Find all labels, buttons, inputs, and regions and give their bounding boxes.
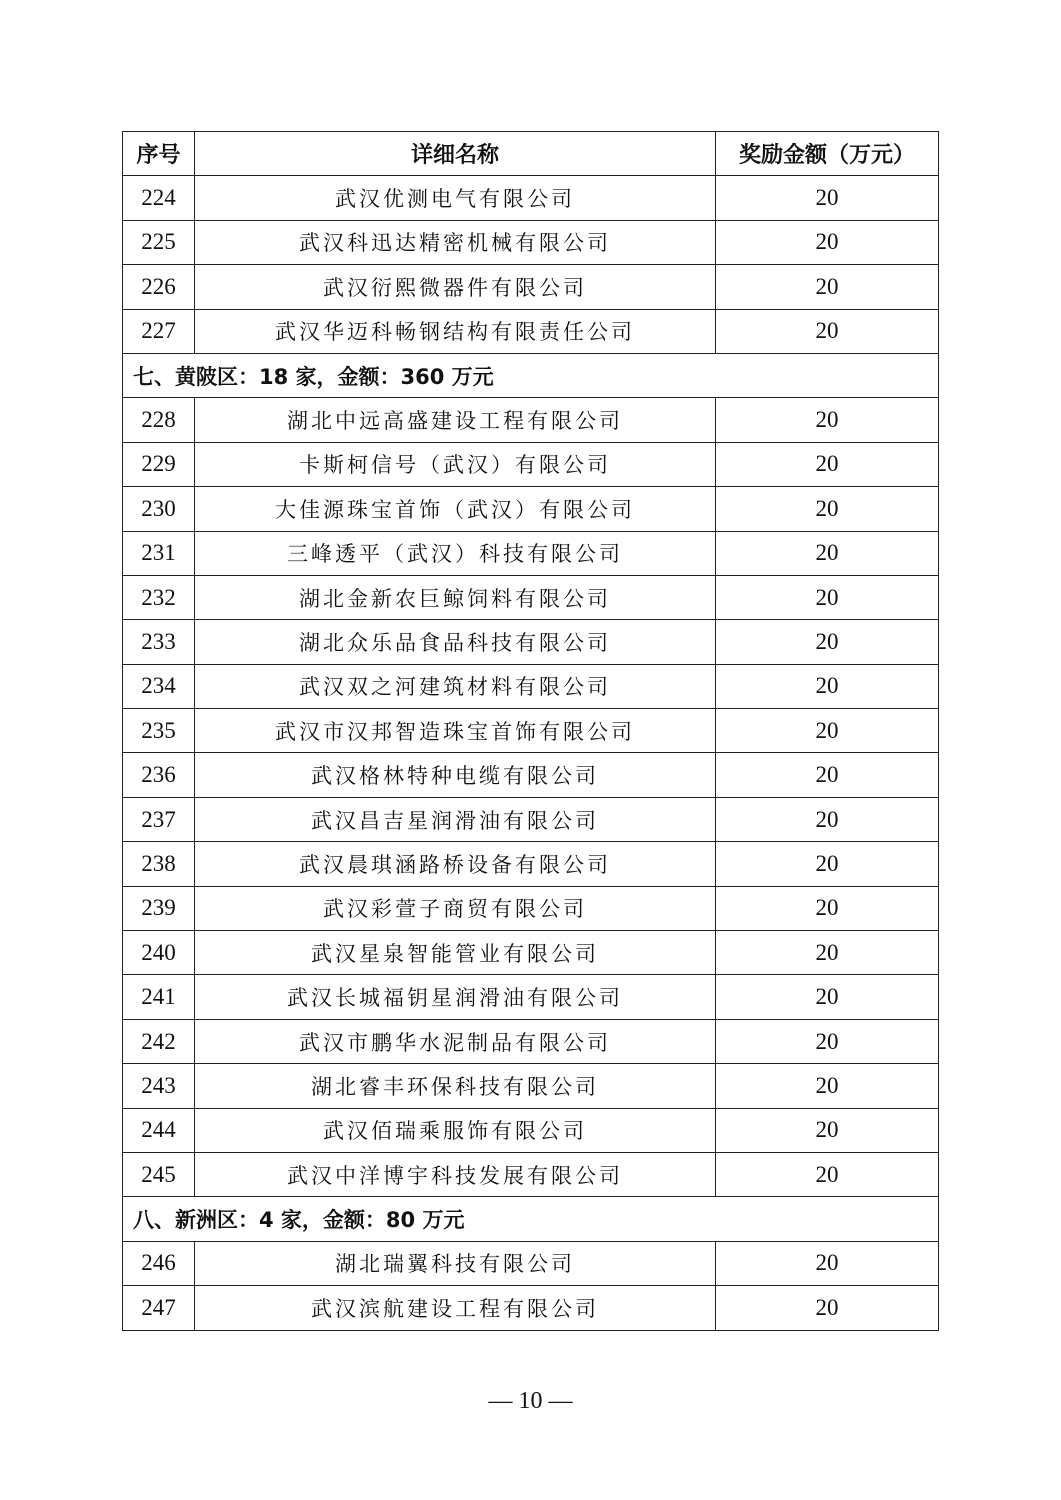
serial-no-cell: 237: [123, 797, 195, 841]
award-amount-cell: 20: [716, 1286, 939, 1330]
company-name-cell: 湖北中远高盛建设工程有限公司: [195, 398, 716, 442]
award-amount-cell: 20: [716, 886, 939, 930]
table-row: [123, 487, 939, 531]
table-row: [123, 975, 939, 1019]
serial-no-cell: 227: [123, 309, 195, 353]
award-amount-cell: 20: [716, 931, 939, 975]
section-label: 八、新洲区：4 家，金额：80 万元: [123, 1197, 939, 1241]
serial-no-cell: 242: [123, 1019, 195, 1063]
award-amount-cell: 20: [716, 842, 939, 886]
serial-no-cell: 236: [123, 753, 195, 797]
table-row: [123, 1019, 939, 1063]
table-row: [123, 1241, 939, 1285]
company-name-cell: 三峰透平（武汉）科技有限公司: [195, 531, 716, 575]
table-row: [123, 442, 939, 486]
award-amount-cell: 20: [716, 176, 939, 220]
company-name-cell: 湖北瑞翼科技有限公司: [195, 1241, 716, 1285]
award-amount-cell: 20: [716, 1019, 939, 1063]
serial-no-cell: 246: [123, 1241, 195, 1285]
table-row: [123, 842, 939, 886]
serial-no-cell: 224: [123, 176, 195, 220]
award-amount-cell: 20: [716, 753, 939, 797]
award-amount-cell: 20: [716, 1152, 939, 1196]
award-amount-cell: 20: [716, 575, 939, 619]
company-name-cell: 湖北众乐品食品科技有限公司: [195, 620, 716, 664]
table-row: [123, 1108, 939, 1152]
serial-no-cell: 244: [123, 1108, 195, 1152]
company-name-cell: 武汉彩萱子商贸有限公司: [195, 886, 716, 930]
company-name-cell: 武汉格林特种电缆有限公司: [195, 753, 716, 797]
table-row: [123, 309, 939, 353]
company-name-cell: 武汉晨琪涵路桥设备有限公司: [195, 842, 716, 886]
serial-no-cell: 240: [123, 931, 195, 975]
serial-no-cell: 230: [123, 487, 195, 531]
serial-no-cell: 245: [123, 1152, 195, 1196]
header-company-name: 详细名称: [195, 132, 716, 176]
table-row: [123, 1064, 939, 1108]
award-amount-cell: 20: [716, 1241, 939, 1285]
table-row: [123, 176, 939, 220]
table-row: [123, 886, 939, 930]
company-name-cell: 武汉科迅达精密机械有限公司: [195, 220, 716, 264]
company-name-cell: 武汉星泉智能管业有限公司: [195, 931, 716, 975]
table-row: [123, 265, 939, 309]
header-award-amount: 奖励金额（万元）: [716, 132, 939, 176]
award-amount-cell: 20: [716, 975, 939, 1019]
company-name-cell: 武汉佰瑞乘服饰有限公司: [195, 1108, 716, 1152]
serial-no-cell: 232: [123, 575, 195, 619]
serial-no-cell: 225: [123, 220, 195, 264]
company-name-cell: 武汉衍熙微器件有限公司: [195, 265, 716, 309]
serial-no-cell: 243: [123, 1064, 195, 1108]
award-table: [122, 131, 939, 1331]
company-name-cell: 湖北金新农巨鲸饲料有限公司: [195, 575, 716, 619]
serial-no-cell: 229: [123, 442, 195, 486]
company-name-cell: 武汉市鹏华水泥制品有限公司: [195, 1019, 716, 1063]
serial-no-cell: 231: [123, 531, 195, 575]
serial-no-cell: 235: [123, 709, 195, 753]
header-row: [123, 132, 939, 176]
header-serial-no: 序号: [123, 132, 195, 176]
company-name-cell: 武汉优测电气有限公司: [195, 176, 716, 220]
company-name-cell: 湖北睿丰环保科技有限公司: [195, 1064, 716, 1108]
section-label: 七、黄陂区：18 家，金额：360 万元: [123, 353, 939, 397]
table-row: [123, 575, 939, 619]
serial-no-cell: 247: [123, 1286, 195, 1330]
table-row: [123, 797, 939, 841]
company-name-cell: 武汉双之河建筑材料有限公司: [195, 664, 716, 708]
serial-no-cell: 241: [123, 975, 195, 1019]
award-amount-cell: 20: [716, 309, 939, 353]
award-amount-cell: 20: [716, 442, 939, 486]
table-row: [123, 398, 939, 442]
award-amount-cell: 20: [716, 487, 939, 531]
award-amount-cell: 20: [716, 797, 939, 841]
serial-no-cell: 238: [123, 842, 195, 886]
award-amount-cell: 20: [716, 1064, 939, 1108]
award-amount-cell: 20: [716, 620, 939, 664]
award-amount-cell: 20: [716, 265, 939, 309]
table-row: [123, 1152, 939, 1196]
page-number: — 10 —: [488, 1388, 573, 1414]
award-amount-cell: 20: [716, 220, 939, 264]
award-amount-cell: 20: [716, 398, 939, 442]
table-row: [123, 220, 939, 264]
company-name-cell: 武汉市汉邦智造珠宝首饰有限公司: [195, 709, 716, 753]
company-name-cell: 武汉中洋博宇科技发展有限公司: [195, 1152, 716, 1196]
company-name-cell: 武汉滨航建设工程有限公司: [195, 1286, 716, 1330]
table-row: [123, 620, 939, 664]
award-amount-cell: 20: [716, 531, 939, 575]
serial-no-cell: 228: [123, 398, 195, 442]
company-name-cell: 武汉长城福钥星润滑油有限公司: [195, 975, 716, 1019]
company-name-cell: 武汉昌吉星润滑油有限公司: [195, 797, 716, 841]
table-row: [123, 931, 939, 975]
table-row: [123, 531, 939, 575]
section-row-xinzhou: [123, 1197, 939, 1241]
award-amount-cell: 20: [716, 709, 939, 753]
table-row: [123, 709, 939, 753]
table-body: [123, 176, 939, 1330]
company-name-cell: 卡斯柯信号（武汉）有限公司: [195, 442, 716, 486]
serial-no-cell: 233: [123, 620, 195, 664]
section-row-huangpi: [123, 353, 939, 397]
table-row: [123, 664, 939, 708]
serial-no-cell: 234: [123, 664, 195, 708]
company-name-cell: 大佳源珠宝首饰（武汉）有限公司: [195, 487, 716, 531]
award-amount-cell: 20: [716, 664, 939, 708]
award-amount-cell: 20: [716, 1108, 939, 1152]
company-name-cell: 武汉华迈科畅钢结构有限责任公司: [195, 309, 716, 353]
table-row: [123, 753, 939, 797]
serial-no-cell: 239: [123, 886, 195, 930]
table-row: [123, 1286, 939, 1330]
serial-no-cell: 226: [123, 265, 195, 309]
